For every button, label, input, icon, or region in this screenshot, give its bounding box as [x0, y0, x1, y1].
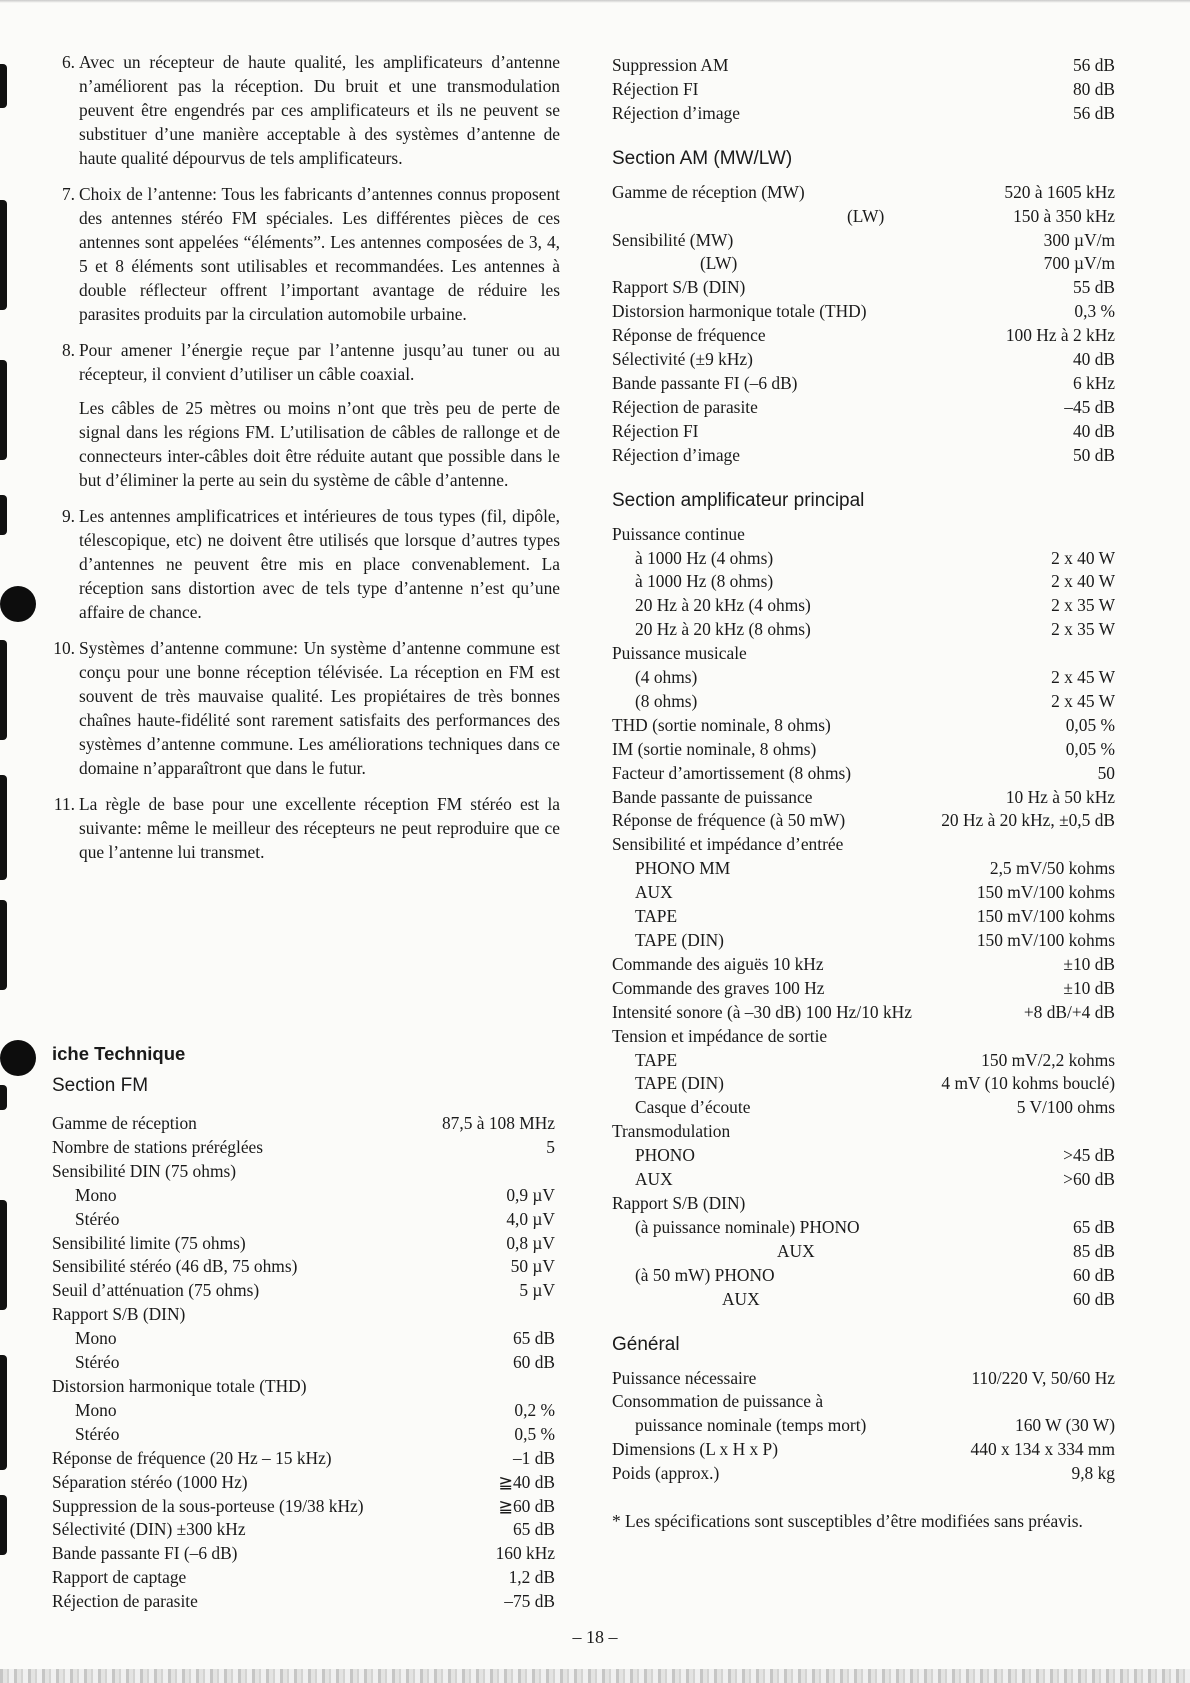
spec-label: Séparation stéréo (1000 Hz)	[52, 1471, 248, 1492]
spec-value: 0,05 %	[1065, 738, 1115, 759]
spec-value	[930, 523, 1115, 547]
spec-value: 160 kHz	[495, 1543, 555, 1564]
note-number: 6.	[61, 52, 75, 72]
spec-label: 20 Hz à 20 kHz (4 ohms)	[635, 595, 811, 616]
spec-label: Intensité sonore (à –30 dB) 100 Hz/10 kHz	[612, 1001, 912, 1022]
spec-row	[612, 738, 1115, 762]
spec-row	[612, 857, 1115, 881]
spec-row	[612, 1168, 1115, 1192]
spec-row	[52, 1136, 555, 1160]
spec-value: +8 dB/+4 dB	[1023, 1001, 1115, 1022]
spec-label: Distorsion harmonique totale (THD)	[612, 301, 867, 322]
fm-spec-table-continued	[612, 54, 1115, 126]
spec-value	[421, 1375, 555, 1399]
spec-value: 2 x 35 W	[1051, 619, 1115, 640]
spec-label: Facteur d’amortissement (8 ohms)	[612, 762, 852, 783]
spec-row	[612, 594, 1115, 618]
spec-row	[612, 1264, 1115, 1288]
spec-row	[612, 1390, 1115, 1414]
spec-value: ≧40 dB	[498, 1471, 555, 1492]
spec-label: Rapport S/B (DIN)	[52, 1304, 186, 1325]
spec-row	[52, 1375, 555, 1399]
spec-row	[52, 1471, 555, 1495]
spec-row	[612, 523, 1115, 547]
note-paragraph: Les antennes amplificatrices et intérieures de tous types (fil, dipôle, télescopique, etc) ne doivent être utilisés que lorsque d’autres types d’antennes ne peuvent être mis en place convenablement. La réception sans distortion avec de tels type d’antenne n’est qu’une affaire de chance.	[79, 506, 560, 622]
spec-value: 9,8 kg	[1071, 1463, 1115, 1484]
spec-row	[612, 102, 1115, 126]
spec-row	[612, 570, 1115, 594]
spec-label: Mono	[75, 1328, 117, 1349]
spec-label: Dimensions (L x H x P)	[612, 1439, 779, 1460]
spec-value: 160 W (30 W)	[1015, 1415, 1115, 1436]
spec-column-right	[612, 54, 1115, 1533]
spec-row	[612, 1120, 1115, 1144]
scan-edge-top	[0, 0, 1190, 3]
spec-label: Réjection FI	[612, 420, 699, 441]
spec-row	[612, 300, 1115, 324]
spec-label: TAPE (DIN)	[635, 930, 724, 950]
spec-row	[52, 1351, 555, 1375]
spec-row	[52, 1112, 555, 1136]
spec-row	[612, 1049, 1115, 1073]
spec-row	[52, 1160, 555, 1184]
spec-row	[612, 1001, 1115, 1025]
spec-row	[612, 1144, 1115, 1168]
spec-row	[52, 1184, 555, 1208]
spec-value: –1 dB	[512, 1447, 555, 1468]
spec-value: 150 mV/2,2 kohms	[981, 1049, 1115, 1070]
spec-value: 55 dB	[1072, 277, 1115, 298]
spec-label: (8 ohms)	[635, 690, 698, 711]
spec-label: Rapport S/B (DIN)	[612, 1192, 746, 1213]
spec-value: 440 x 134 x 334 mm	[970, 1439, 1115, 1460]
spec-row	[52, 1208, 555, 1232]
spec-row	[612, 1216, 1115, 1240]
spec-label: Réjection d’image	[612, 102, 740, 123]
spec-value: 300 µV/m	[1043, 229, 1115, 250]
note-item	[52, 338, 560, 492]
notes-list	[52, 50, 560, 864]
note-item	[52, 636, 560, 780]
spec-label: Sensibilité (MW)	[612, 229, 734, 250]
fm-section-title: Section FM	[52, 1075, 149, 1096]
spec-label: Transmodulation	[612, 1121, 731, 1142]
spec-row	[52, 1447, 555, 1471]
spec-label: Bande passante FI (–6 dB)	[612, 372, 798, 393]
note-paragraph: Les câbles de 25 mètres ou moins n’ont que très peu de perte de signal dans les régions FM. L’utilisation de câbles de rallonge et de connecteurs inter-câbles doit être réduite autant que possible dans le but d’éliminer la perte au sein du système de câble d’antenne.	[79, 398, 560, 490]
binding-mark	[0, 640, 7, 740]
spec-row	[612, 396, 1115, 420]
spec-value: >60 dB	[1063, 1169, 1115, 1190]
spec-row	[612, 714, 1115, 738]
note-paragraph: Choix de l’antenne: Tous les fabricants d’antennes connus proposent des antennes stéréo FM spéciales. Les différentes pièces de ces antennes sont appelées “éléments”. Les antennes composées de 3, 4, 5 et 8 éléments sont utilisables et recommandées. Les antennes à double réflecteur offrent l’important avantage de réduire les parasites produits par la circulation automobile urbaine.	[79, 184, 560, 324]
spec-value: 150 mV/100 kohms	[976, 882, 1115, 903]
spec-label: Sensibilité limite (75 ohms)	[52, 1232, 246, 1253]
spec-label: Rapport de captage	[52, 1567, 187, 1588]
spec-label: Mono	[75, 1184, 117, 1205]
spec-row	[52, 1255, 555, 1279]
spec-value: 65 dB	[1072, 1216, 1115, 1237]
spec-label: Gamme de réception	[52, 1113, 197, 1133]
spec-value: 4,0 µV	[506, 1208, 555, 1229]
spec-row	[612, 1192, 1115, 1216]
notes-column	[52, 50, 560, 876]
spec-row	[612, 762, 1115, 786]
note-number: 9.	[61, 506, 75, 526]
spec-label: Stéréo	[75, 1208, 120, 1229]
spec-row	[612, 881, 1115, 905]
spec-label: Stéréo	[75, 1423, 120, 1444]
spec-row	[52, 1399, 555, 1423]
spec-value: 80 dB	[1072, 78, 1115, 99]
spec-row	[52, 1327, 555, 1351]
punch-hole	[0, 586, 36, 622]
note-item	[52, 792, 560, 864]
amp-section-title: Section amplificateur principal	[612, 489, 865, 511]
note-paragraph: Pour amener l’énergie reçue par l’antenne jusqu’au tuner ou au récepteur, il convient d’utiliser un câble coaxial.	[79, 340, 560, 384]
spec-value: 20 Hz à 20 kHz, ±0,5 dB	[941, 810, 1115, 831]
spec-label: Commande des aiguës 10 kHz	[612, 953, 824, 974]
spec-row	[52, 1423, 555, 1447]
spec-value: ±10 dB	[1063, 953, 1115, 974]
spec-value: 87,5 à 108 MHz	[441, 1113, 555, 1133]
spec-value: –75 dB	[504, 1591, 555, 1612]
spec-label: (LW)	[847, 205, 885, 226]
spec-value	[421, 1160, 555, 1184]
spec-label: THD (sortie nominale, 8 ohms)	[612, 714, 831, 735]
note-item	[52, 50, 560, 170]
spec-label: Sensibilité et impédance d’entrée	[612, 834, 844, 855]
spec-row	[52, 1518, 555, 1542]
spec-label: AUX	[635, 882, 673, 903]
amp-spec-table	[612, 523, 1115, 1312]
spec-row	[612, 953, 1115, 977]
spec-row	[612, 78, 1115, 102]
spec-value: 56 dB	[1072, 102, 1115, 123]
spec-label: Bande passante de puissance	[612, 786, 813, 807]
spec-label: Gamme de réception (MW)	[612, 181, 805, 202]
spec-label: Sélectivité (DIN) ±300 kHz	[52, 1519, 246, 1540]
spec-row	[612, 690, 1115, 714]
spec-label: Consommation de puissance à	[612, 1391, 824, 1412]
binding-mark	[0, 775, 7, 880]
spec-label: Poids (approx.)	[612, 1463, 720, 1484]
spec-label: Réjection FI	[612, 78, 699, 99]
spec-value: 65 dB	[512, 1519, 555, 1540]
spec-row	[52, 1303, 555, 1327]
spec-label: puissance nominale (temps mort)	[635, 1415, 867, 1436]
spec-value: 520 à 1605 kHz	[1004, 181, 1115, 202]
footnote: * Les spécifications sont susceptibles d’être modifiées sans préavis.	[612, 1511, 1083, 1532]
spec-row	[612, 666, 1115, 690]
note-number: 11.	[53, 794, 75, 814]
binding-mark	[0, 900, 7, 990]
spec-value: 100 Hz à 2 kHz	[1005, 325, 1115, 346]
spec-value: 2 x 40 W	[1051, 571, 1115, 592]
spec-label: IM (sortie nominale, 8 ohms)	[612, 738, 817, 759]
note-number: 7.	[61, 184, 75, 204]
binding-mark	[0, 1495, 7, 1555]
spec-row	[52, 1590, 555, 1614]
spec-row	[52, 1279, 555, 1303]
note-item	[52, 504, 560, 624]
spec-label: Suppression de la sous-porteuse (19/38 kHz)	[52, 1495, 364, 1516]
spec-label: TAPE (DIN)	[635, 1073, 724, 1094]
binding-mark	[0, 1085, 7, 1110]
spec-label: Réponse de fréquence (20 Hz – 15 kHz)	[52, 1447, 332, 1468]
spec-label: Mono	[75, 1399, 117, 1420]
spec-value: –45 dB	[1064, 396, 1115, 417]
spec-row	[612, 1288, 1115, 1312]
note-number: 10.	[53, 638, 75, 658]
spec-value	[930, 642, 1115, 666]
spec-row	[612, 444, 1115, 468]
spec-row	[612, 252, 1115, 276]
spec-label: Stéréo	[75, 1352, 120, 1373]
spec-label: Bande passante FI (–6 dB)	[52, 1543, 238, 1564]
spec-value: 60 dB	[1072, 1264, 1115, 1285]
binding-mark	[0, 495, 7, 535]
spec-row	[612, 833, 1115, 857]
spec-row	[52, 1566, 555, 1590]
spec-value: 2 x 40 W	[1051, 547, 1115, 568]
spec-label: 20 Hz à 20 kHz (8 ohms)	[635, 619, 811, 640]
spec-label: (à puissance nominale) PHONO	[635, 1216, 860, 1237]
note-number: 8.	[61, 340, 75, 360]
spec-row	[612, 618, 1115, 642]
spec-value: 5	[546, 1136, 555, 1157]
spec-value: 0,3 %	[1074, 301, 1115, 322]
spec-value: 150 à 350 kHz	[1013, 205, 1115, 226]
scan-edge-bottom	[0, 1669, 1190, 1683]
spec-value	[930, 1120, 1115, 1144]
spec-label: Puissance nécessaire	[612, 1367, 757, 1388]
spec-label: Sensibilité stéréo (46 dB, 75 ohms)	[52, 1256, 298, 1277]
punch-hole	[0, 1040, 36, 1076]
spec-value: >45 dB	[1063, 1145, 1115, 1166]
spec-value	[421, 1303, 555, 1327]
spec-value: 50 µV	[510, 1256, 555, 1277]
spec-label: PHONO	[635, 1145, 695, 1166]
spec-label: Sélectivité (±9 kHz)	[612, 349, 753, 370]
note-item	[52, 182, 560, 326]
spec-value: 1,2 dB	[508, 1567, 555, 1588]
spec-row	[612, 929, 1115, 953]
spec-value: 110/220 V, 50/60 Hz	[971, 1367, 1115, 1388]
spec-label: TAPE	[635, 1049, 678, 1070]
spec-value	[930, 1025, 1115, 1049]
spec-value: 2 x 45 W	[1051, 667, 1115, 688]
fm-spec-table	[52, 1112, 555, 1614]
spec-value: 40 dB	[1072, 349, 1115, 370]
spec-row	[612, 420, 1115, 444]
spec-value: 6 kHz	[1072, 372, 1115, 393]
general-section-title: Général	[612, 1333, 680, 1355]
spec-value: 50	[1097, 762, 1115, 783]
spec-value: 85 dB	[1072, 1240, 1115, 1261]
spec-label: PHONO MM	[635, 858, 731, 879]
spec-value: 5 µV	[519, 1280, 555, 1301]
spec-value: 0,5 %	[514, 1423, 555, 1444]
spec-label: Réjection de parasite	[52, 1591, 198, 1612]
spec-row	[612, 547, 1115, 571]
spec-value: 2,5 mV/50 kohms	[989, 858, 1115, 879]
spec-label: Sensibilité DIN (75 ohms)	[52, 1160, 237, 1181]
spec-label: Seuil d’atténuation (75 ohms)	[52, 1280, 260, 1301]
spec-row	[612, 1072, 1115, 1096]
spec-label: Tension et impédance de sortie	[612, 1025, 828, 1046]
spec-row	[612, 54, 1115, 78]
spec-value: ≧60 dB	[498, 1495, 555, 1516]
spec-value: 700 µV/m	[1043, 253, 1115, 274]
spec-value	[930, 833, 1115, 857]
spec-label: (à 50 mW) PHONO	[635, 1264, 775, 1285]
spec-value: 150 mV/100 kohms	[976, 906, 1115, 927]
note-paragraph: La règle de base pour une excellente réception FM stéréo est la suivante: même le meilleur des récepteurs ne peut reproduire que ce que l’antenne lui transmet.	[79, 794, 560, 862]
spec-value: 5 V/100 ohms	[1016, 1097, 1115, 1118]
spec-value: 0,05 %	[1065, 714, 1115, 735]
am-spec-table	[612, 181, 1115, 468]
spec-label: Casque d’écoute	[635, 1097, 751, 1118]
spec-row	[612, 205, 1115, 229]
spec-row	[612, 1462, 1115, 1486]
spec-label: à 1000 Hz (8 ohms)	[635, 571, 774, 592]
spec-label: (LW)	[700, 253, 738, 274]
spec-value: 40 dB	[1072, 420, 1115, 441]
note-paragraph: Systèmes d’antenne commune: Un système d’antenne commune est conçu pour une bonne réception télévisée. La réception en FM est souvent de très mauvaise qualité. Les propiétaires de très bonnes chaînes haute-fidélité sont rarement satisfaits des performances des systèmes d’antenne commune. Les améliorations techniques dans ce domaine n’apparaîtront que dans le futur.	[79, 638, 560, 778]
binding-mark	[0, 1355, 7, 1470]
spec-label: Nombre de stations préréglées	[52, 1136, 264, 1157]
am-section-title: Section AM (MW/LW)	[612, 147, 793, 169]
spec-value: 150 mV/100 kohms	[976, 930, 1115, 950]
spec-row	[612, 1025, 1115, 1049]
spec-row	[52, 1232, 555, 1256]
spec-label: à 1000 Hz (4 ohms)	[635, 547, 774, 568]
spec-row	[612, 1438, 1115, 1462]
binding-mark	[0, 200, 7, 310]
spec-row	[612, 324, 1115, 348]
spec-row	[612, 905, 1115, 929]
binding-mark	[0, 1200, 7, 1310]
spec-row	[612, 809, 1115, 833]
spec-row	[612, 181, 1115, 205]
spec-label: (4 ohms)	[635, 667, 698, 688]
spec-value: 10 Hz à 50 kHz	[1005, 786, 1115, 807]
spec-label: AUX	[777, 1240, 815, 1261]
spec-label: TAPE	[635, 906, 678, 927]
spec-value: 0,8 µV	[506, 1232, 555, 1253]
spec-row	[612, 1240, 1115, 1264]
spec-value: 0,2 %	[514, 1399, 555, 1420]
spec-value: 2 x 45 W	[1051, 690, 1115, 711]
binding-mark	[0, 360, 7, 460]
spec-label: Suppression AM	[612, 55, 729, 75]
spec-label: Réjection de parasite	[612, 396, 758, 417]
spec-row	[52, 1542, 555, 1566]
page-number: – 18 –	[572, 1627, 618, 1647]
spec-row	[612, 276, 1115, 300]
spec-row	[612, 786, 1115, 810]
spec-value: 0,9 µV	[506, 1184, 555, 1205]
spec-row	[612, 229, 1115, 253]
spec-row	[612, 1414, 1115, 1438]
spec-value	[933, 1390, 1115, 1414]
spec-row	[612, 977, 1115, 1001]
spec-row	[612, 348, 1115, 372]
spec-label: Puissance musicale	[612, 643, 747, 664]
spec-label: Réjection d’image	[612, 444, 740, 465]
spec-value: 56 dB	[1072, 55, 1115, 75]
spec-row	[612, 642, 1115, 666]
spec-row	[612, 1367, 1115, 1391]
spec-value	[930, 1192, 1115, 1216]
binding-mark	[0, 64, 7, 108]
spec-value: 4 mV (10 kohms bouclé)	[941, 1073, 1115, 1094]
spec-label: AUX	[635, 1169, 673, 1190]
spec-label: Commande des graves 100 Hz	[612, 977, 825, 998]
spec-label: Distorsion harmonique totale (THD)	[52, 1375, 307, 1396]
spec-value: 50 dB	[1072, 444, 1115, 465]
note-paragraph: Avec un récepteur de haute qualité, les amplificateurs d’antenne n’améliorent pas la réception. Du bruit et une transmodulation peuvent être engendrés par ces amplificateurs et ils ne peuvent se substituer d’une manière acceptable à des systèmes d’antenne de haute qualité dépourvus de tels amplificateurs.	[79, 52, 560, 168]
spec-row	[52, 1495, 555, 1519]
spec-value: 65 dB	[512, 1328, 555, 1349]
spec-label: AUX	[722, 1288, 760, 1309]
spec-sheet-title: iche Technique	[52, 1043, 186, 1064]
spec-value: 2 x 35 W	[1051, 595, 1115, 616]
spec-row	[612, 372, 1115, 396]
spec-value: 60 dB	[512, 1352, 555, 1373]
spec-label: Réponse de fréquence (à 50 mW)	[612, 810, 846, 831]
general-spec-table	[612, 1367, 1115, 1487]
spec-value: 60 dB	[1072, 1288, 1115, 1309]
spec-label: Rapport S/B (DIN)	[612, 277, 746, 298]
spec-label: Réponse de fréquence	[612, 325, 766, 346]
spec-row	[612, 1096, 1115, 1120]
spec-value: ±10 dB	[1063, 977, 1115, 998]
spec-label: Puissance continue	[612, 523, 745, 544]
